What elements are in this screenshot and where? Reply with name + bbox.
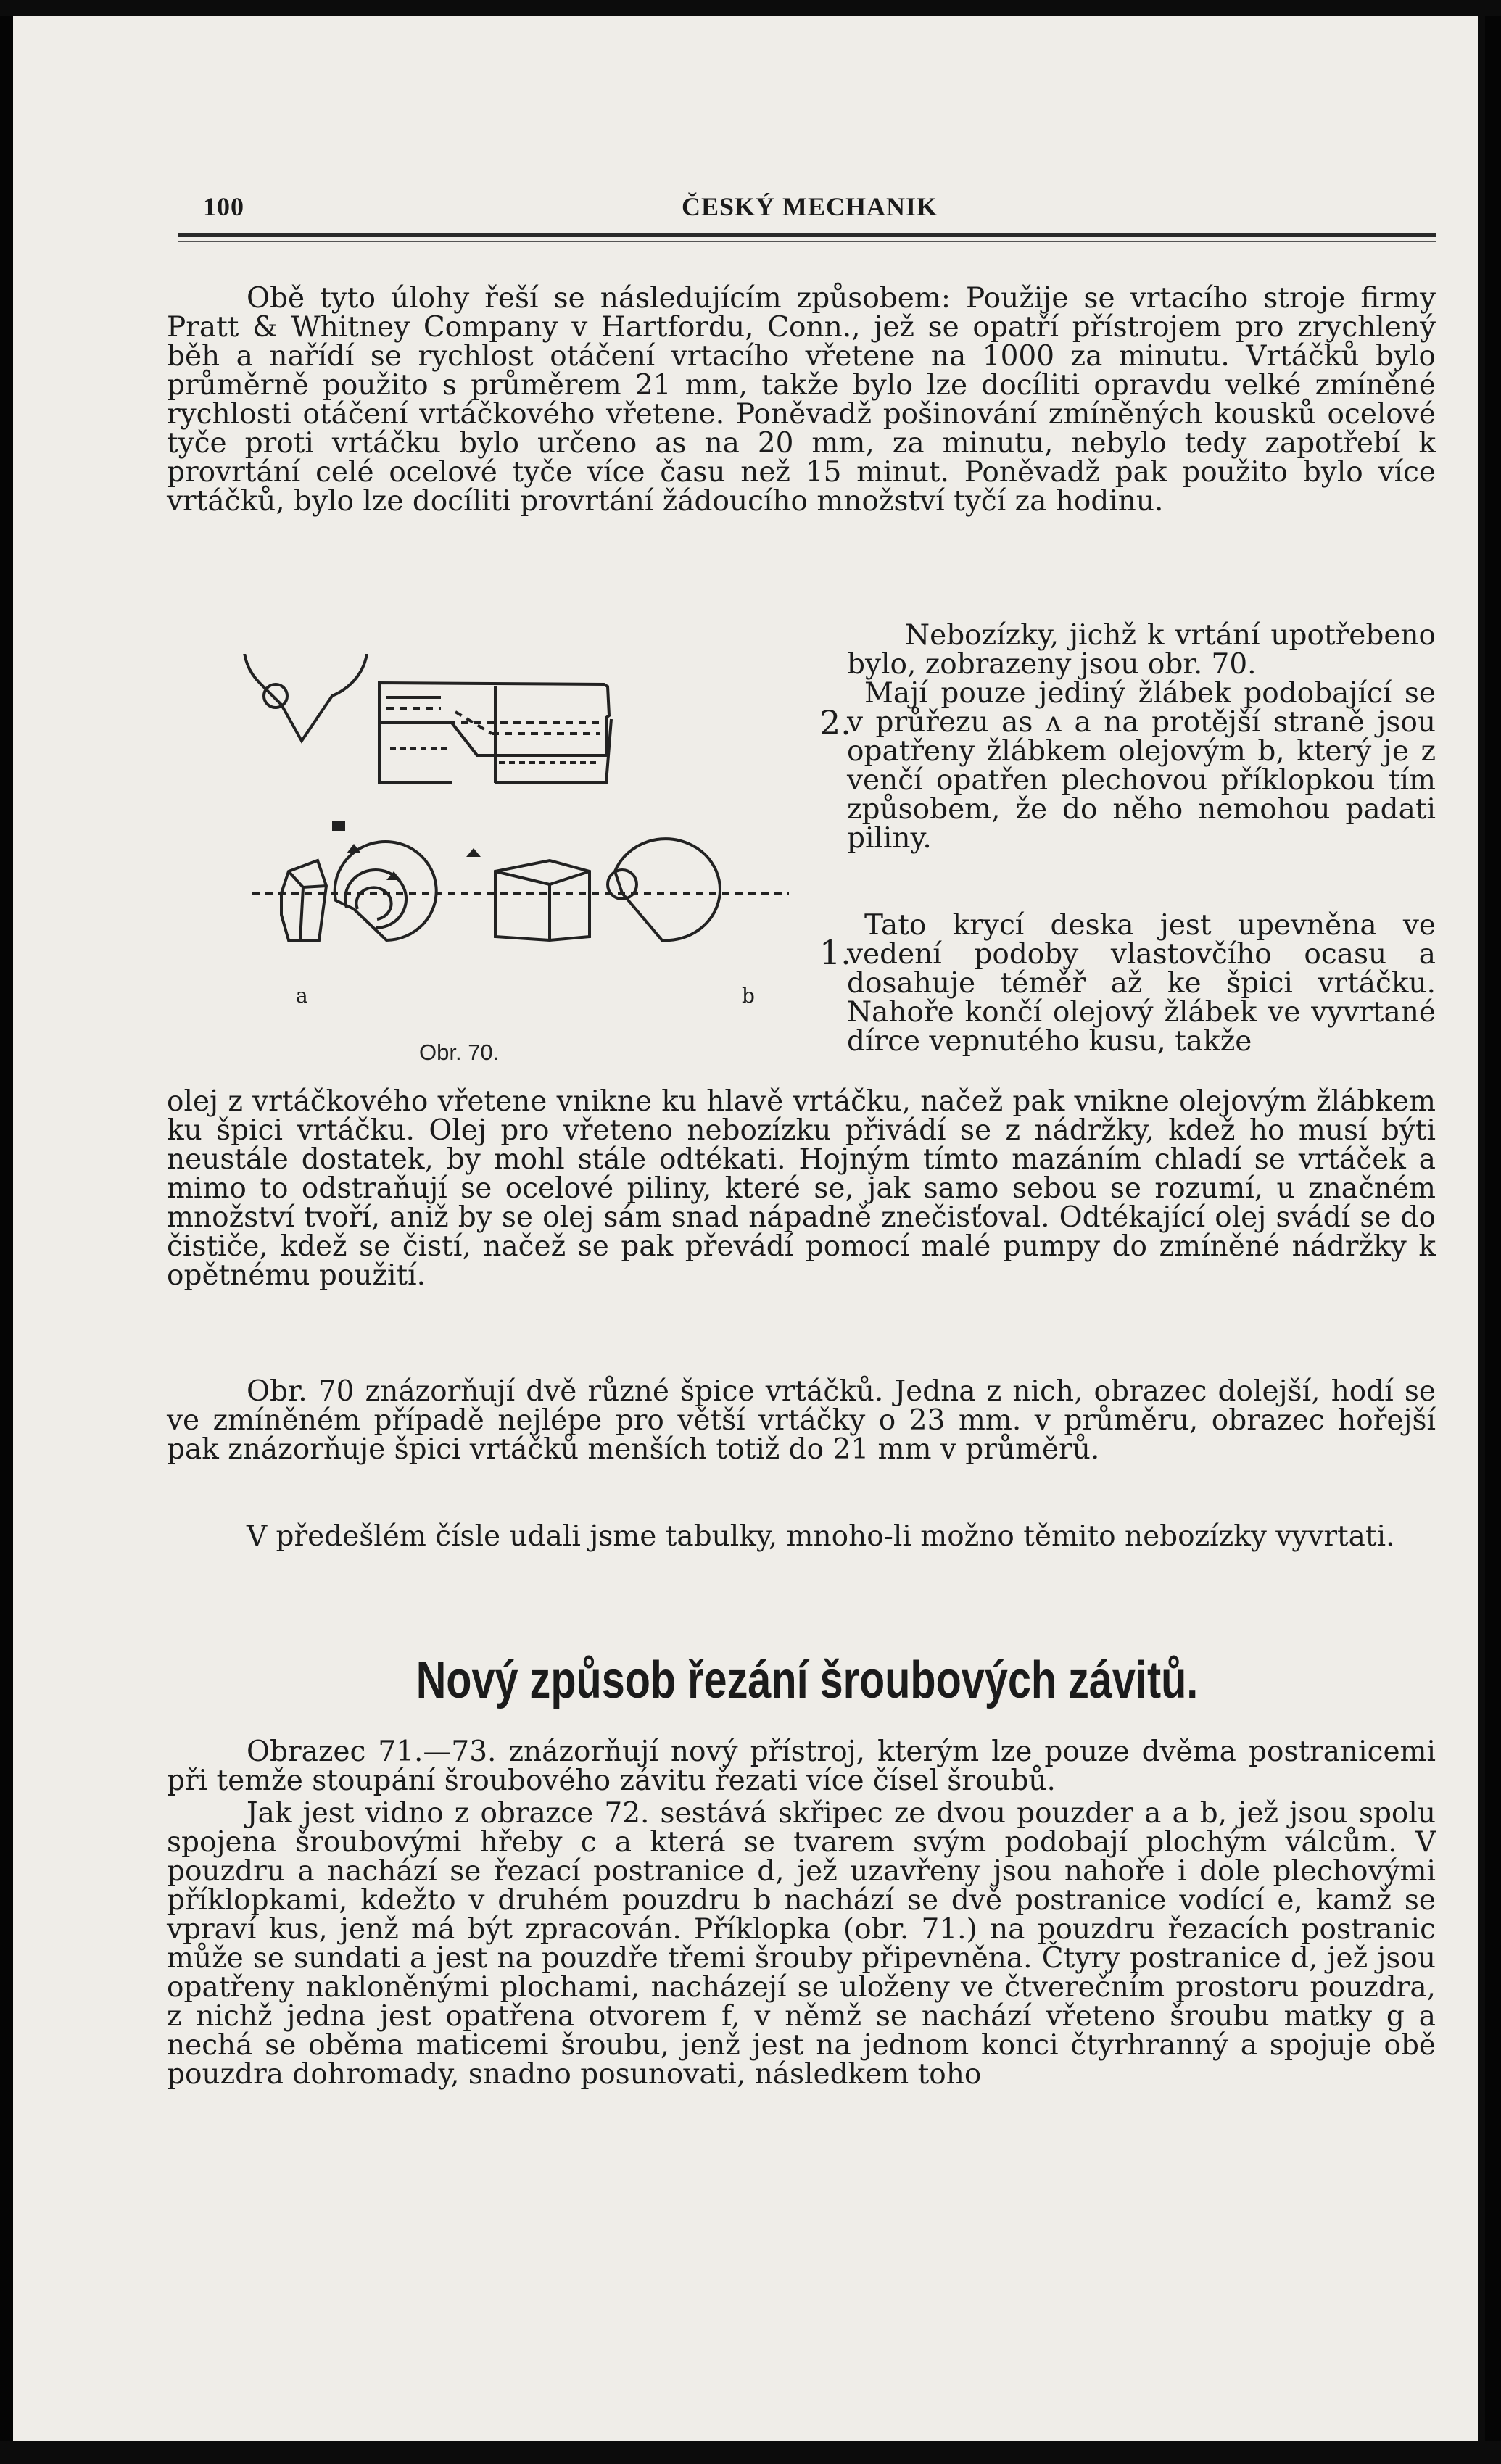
page-number: 100 — [203, 192, 244, 221]
label-b: b — [742, 984, 755, 1008]
side-paragraph: Nebozízky, jichž k vrtání upotřebeno bylo, zobrazeny jsou obr. 70. — [847, 619, 1436, 681]
continued-paragraph-3: V předešlém čísle udali jsme tabulky, mnoho-li možno těmito nebozízky vyvrtati. — [247, 1520, 1395, 1553]
figure-markers — [332, 821, 481, 880]
item-marker-1: 1. — [819, 933, 851, 972]
side-item-1: Tato krycí deska jest upevněna ve vedení podoby vlastovčího ocasu a dosahuje téměř až ke špici vrtáčku. Nahoře končí olejový žlábek ve vyvrtané dírce vepnutého kusu, takže — [847, 909, 1436, 1058]
label-a: a — [296, 984, 308, 1008]
section-heading: Nový způsob řezání šroubových závitů. — [415, 1651, 1199, 1709]
running-header — [203, 191, 1428, 228]
intro-paragraph: Obě tyto úlohy řeší se následujícím způsobem: Použije se vrtacího stroje firmy Pratt & Whitney Company v Hartfordu, Conn., jež se opatří přístrojem pro zrychlený běh a nařídí se rychlost otáčení vrtacího vřetene na 1000 za minutu. Vrtáčků bylo průměrně použito s průměrem 21 mm, takže bylo lze docíliti opravdu velké zmíněné rychlosti otáčení vrtáčkového vřetene. Poněvadž pošinování zmíněných kousků ocelové tyče proti vrtáčku bylo určeno as na 20 mm, za minutu, nebylo tedy zapotřebí k provrtání celé ocelové tyče více času než 15 minut. Poněvadž pak použito bylo více vrtáčků, bylo lze docíliti provrtání žádoucího množství tyčí za hodinu. — [167, 282, 1436, 518]
section-paragraph-2: Jak jest vidno z obrazce 72. sestává skřipec ze dvou pouzder a a b, jež jsou spolu spojena šroubovými hřeby c a která se tvarem svým podobají plochým válcům. V pouzdru a nachází se řezací postranice d, jež uzavřeny jsou nahoře i dole plechovými příklopkami, kdežto v druhém pouzdru b nachází se dvě postranice vodící e, kamž se vpraví kus, jenž má být zpracován. Příklopka (obr. 71.) na pouzdru řezacích postranic může se sundati a jest na pouzdře třemi šrouby připevněna. Čtyry postranice d, jež jsou opatřeny nakloněnými plochami, nacházejí se uloženy ve čtverečním prostoru pouzdra, z nichž jedna jest opatřena otvorem f, v němž se nachází vřeteno šroubu matky g a nechá se oběma maticemi šroubu, jenž jest na jednom konci čtyrhranný a spojuje obě pouzdra dohromady, snadno posunovati, následkem toho — [167, 1797, 1436, 2091]
lower-drill-side-view — [495, 860, 590, 940]
figure-70 — [209, 654, 818, 1065]
side-item-2: Mají pouze jediný žlábek podobající se v průřezu as ʌ a na protější straně jsou opatřeny žlábkem olejovým b, který je z venčí opatřen plechovou příklopkou tím způsobem, že do něho nemohou padati piliny. — [847, 677, 1436, 855]
header-rule-thin — [178, 241, 1436, 242]
lower-end-view — [615, 839, 720, 940]
figure-caption: Obr. 70. — [419, 1040, 500, 1065]
item-marker-2: 2. — [819, 703, 851, 742]
page — [13, 16, 1478, 2441]
section-paragraph-1: Obrazec 71.—73. znázorňují nový přístroj, kterým lze pouze dvěma postranicemi při temže stoupání šroubového závitu řezati více čísel šroubů. — [167, 1735, 1436, 1797]
continued-paragraph-2: Obr. 70 znázorňují dvě různé špice vrtáčků. Jedna z nich, obrazec dolejší, hodí se ve zmíněném případě nejlépe pro větší vrtáčky o 23 mm. v průměru, obrazec hořejší pak znázorňuje špici vrtáčků menších totiž do 21 mm v průměrů. — [167, 1375, 1436, 1466]
header-rule — [178, 233, 1436, 237]
journal-title: ČESKÝ MECHANIK — [682, 192, 938, 221]
drill-tips-drawing — [209, 654, 818, 995]
continued-paragraph: olej z vrtáčkového vřetene vnikne ku hlavě vrtáčku, načež pak vnikne olejovým žlábkem ku špici vrtáčku. Olej pro vřeteno nebozízku přivádí se z nádržky, kdež ho musí býti neustále dostatek, by mohl stále odtékati. Hojným tímto mazáním chladí se vrtáček a mimo to odstraňují se ocelové piliny, které se, jak samo sebou se rozumí, u značném množství tvoří, aniž by se olej sám snad nápadně znečisťoval. Odtékající olej svádí se do čističe, kdež se čistí, načež se pak převádí pomocí malé pumpy do zmíněné nádržky k opětnému použití. — [167, 1085, 1436, 1292]
oil-hole — [264, 684, 287, 708]
upper-cross-section — [244, 654, 368, 741]
